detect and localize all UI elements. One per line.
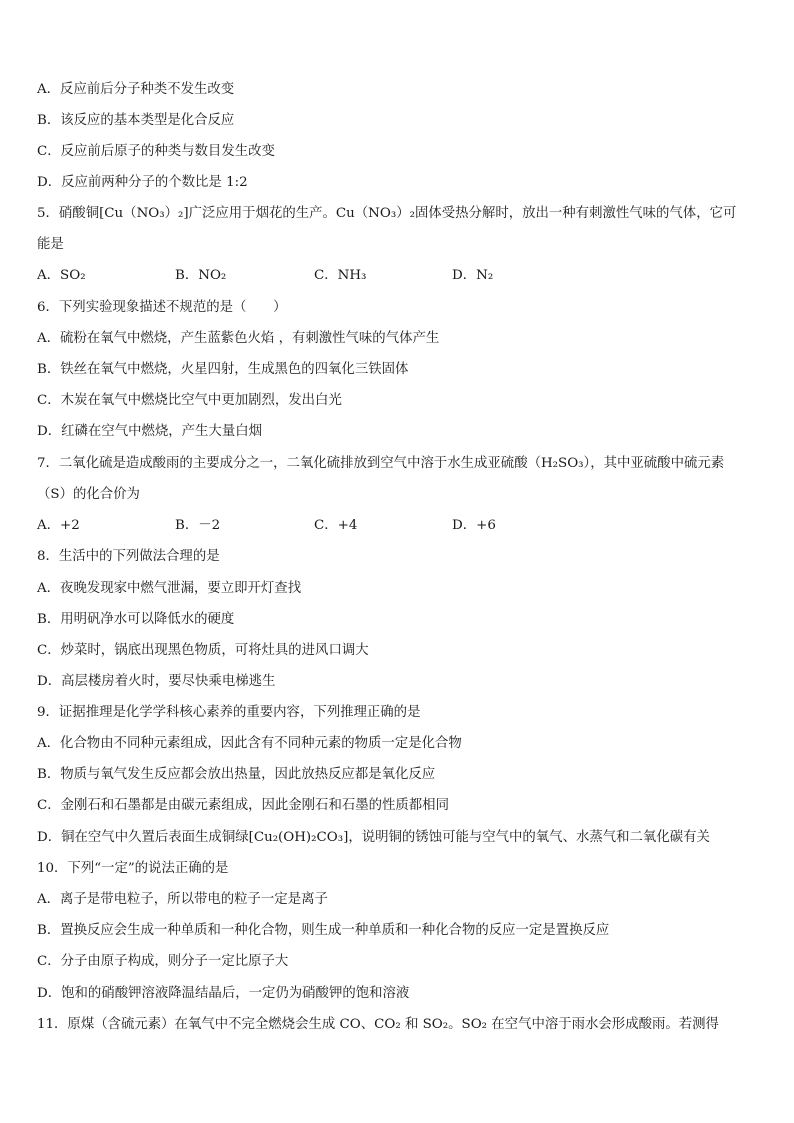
q5-option-b: B．NO₂ [175, 268, 227, 283]
q5-option-d: D．N₂ [452, 268, 494, 283]
q7-option-b: B．－2 [175, 518, 221, 533]
q5-stem-line2: 能是 [37, 237, 64, 252]
q7-options-row [37, 516, 757, 536]
q10-option-d: D．饱和的硝酸钾溶液降温结晶后，一定仍为硝酸钾的饱和溶液 [37, 986, 410, 1001]
q4-option-d: D．反应前两种分子的个数比是 1:2 [37, 175, 248, 190]
q9-option-b: B．物质与氧气发生反应都会放出热量，因此放热反应都是氧化反应 [37, 767, 436, 782]
q5-option-a: A．SO₂ [37, 268, 86, 283]
q11-stem-line1: 11．原煤（含硫元素）在氧气中不完全燃烧会生成 CO、CO₂ 和 SO₂。SO₂ 在空气中溶于雨水会形成酸雨。若测得 [37, 1017, 719, 1032]
q7-option-d: D．+6 [452, 518, 496, 533]
q6-option-b: B．铁丝在氧气中燃烧，火星四射，生成黑色的四氧化三铁固体 [37, 362, 409, 377]
q7-stem-line1: 7．二氧化硫是造成酸雨的主要成分之一，二氧化硫排放到空气中溶于水生成亚硫酸（H₂SO₃），其中亚硫酸中硫元素 [37, 456, 725, 471]
q4-option-b: B．该反应的基本类型是化合反应 [37, 113, 235, 128]
q9-option-a: A．化合物由不同种元素组成，因此含有不同种元素的物质一定是化合物 [37, 736, 462, 751]
q10-stem: 10．下列“一定”的说法正确的是 [37, 861, 229, 876]
q9-option-d: D．铜在空气中久置后表面生成铜绿[Cu₂(OH)₂CO₃]，说明铜的锈蚀可能与空气中的氧气、水蒸气和二氧化碳有关 [37, 830, 710, 845]
q5-options-row [37, 266, 757, 286]
q10-option-b: B．置换反应会生成一种单质和一种化合物，则生成一种单质和一种化合物的反应一定是置换反应 [37, 923, 610, 938]
q4-option-c: C．反应前后原子的种类与数目发生改变 [37, 144, 275, 159]
q10-option-a: A．离子是带电粒子，所以带电的粒子一定是离子 [37, 892, 328, 907]
q8-option-c: C．炒菜时，锅底出现黑色物质，可将灶具的进风口调大 [37, 643, 369, 658]
q8-stem: 8．生活中的下列做法合理的是 [37, 549, 220, 564]
q4-option-a: A．反应前后分子种类不发生改变 [37, 82, 235, 97]
q5-stem-line1: 5．硝酸铜[Cu（NO₃）₂]广泛应用于烟花的生产。Cu（NO₃）₂固体受热分解时，放出一种有刺激性气味的气体，它可 [37, 206, 737, 221]
q10-option-c: C．分子由原子构成，则分子一定比原子大 [37, 954, 289, 969]
q5-option-c: C．NH₃ [314, 268, 367, 283]
q9-option-c: C．金刚石和石墨都是由碳元素组成，因此金刚石和石墨的性质都相同 [37, 798, 449, 813]
q6-stem: 6．下列实验现象描述不规范的是（ ） [37, 300, 287, 315]
q9-stem: 9．证据推理是化学学科核心素养的重要内容，下列推理正确的是 [37, 705, 421, 720]
q8-option-b: B．用明矾净水可以降低水的硬度 [37, 612, 235, 627]
q6-option-d: D．红磷在空气中燃烧，产生大量白烟 [37, 424, 262, 439]
q8-option-d: D．高层楼房着火时，要尽快乘电梯逃生 [37, 674, 276, 689]
q6-option-a: A．硫粉在氧气中燃烧，产生蓝紫色火焰 ，有刺激性气味的气体产生 [37, 331, 440, 346]
q7-option-a: A．+2 [37, 518, 80, 533]
q6-option-c: C．木炭在氧气中燃烧比空气中更加剧烈，发出白光 [37, 393, 342, 408]
q7-option-c: C．+4 [314, 518, 358, 533]
q8-option-a: A．夜晚发现家中燃气泄漏，要立即开灯查找 [37, 581, 302, 596]
q7-stem-line2: （S）的化合价为 [37, 487, 140, 502]
